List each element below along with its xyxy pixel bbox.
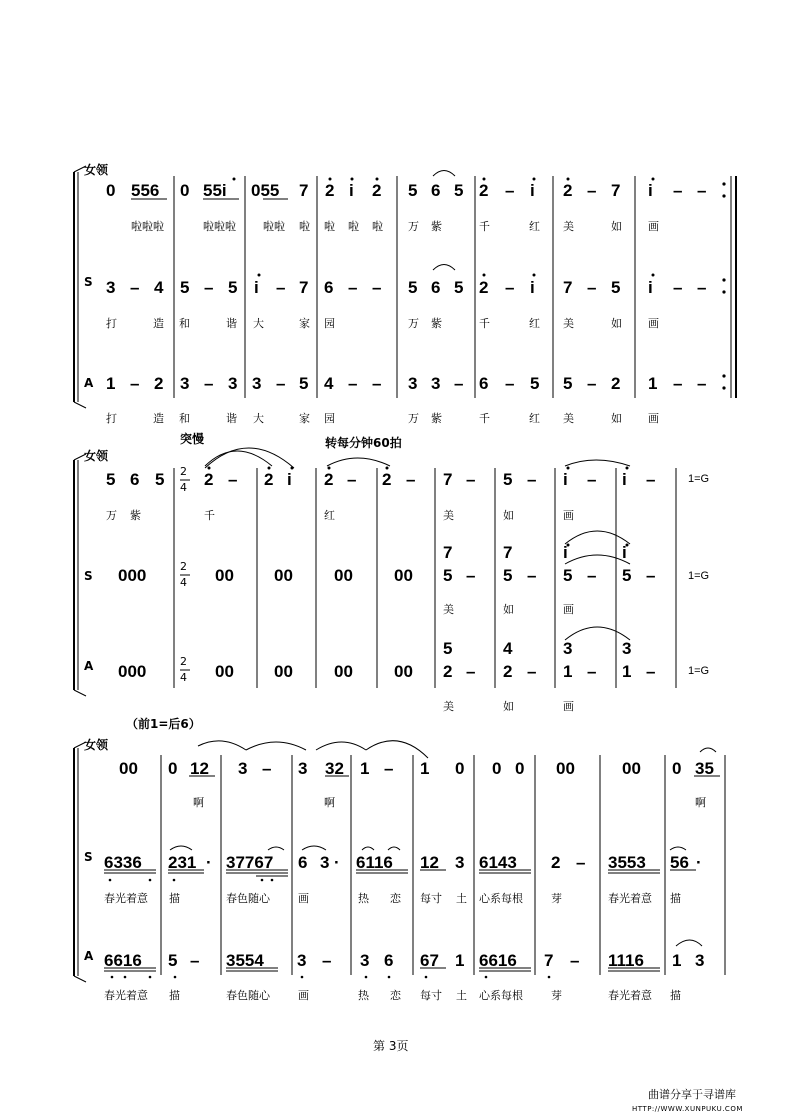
note: 00: [334, 662, 353, 681]
note: ·: [206, 853, 212, 872]
note: i: [648, 278, 653, 297]
lyric: 园: [324, 412, 335, 425]
note: 00: [556, 759, 575, 778]
lyric: 紫: [431, 317, 442, 330]
lyric: 美: [443, 700, 454, 713]
time-sig-top: 2: [180, 655, 187, 668]
note: 5: [228, 278, 238, 297]
lyric: 画: [298, 892, 309, 905]
note: 1: [360, 759, 370, 778]
lyric: 如: [503, 509, 514, 522]
lyric: 美: [563, 317, 574, 330]
lyric: 造: [153, 317, 164, 330]
lyric: 打: [106, 412, 117, 425]
note: –: [466, 662, 476, 681]
note: –: [372, 278, 382, 297]
lyric: 春色随心: [226, 989, 270, 1002]
time-sig-bottom: 4: [180, 481, 187, 494]
note: 00: [274, 662, 293, 681]
note: i: [254, 278, 259, 297]
lyric: 红: [529, 412, 540, 425]
note: 0: [106, 181, 116, 200]
lyric: 美: [443, 509, 454, 522]
note: –: [673, 278, 683, 297]
note: 6: [431, 278, 441, 297]
lyric: 红: [529, 317, 540, 330]
note: 00: [215, 662, 234, 681]
note: –: [505, 181, 515, 200]
note: 3: [408, 374, 418, 393]
note: 2: [325, 181, 335, 200]
note: –: [587, 662, 597, 681]
lyric: 芽: [551, 892, 562, 905]
note: –: [527, 566, 537, 585]
lyric: 如: [611, 317, 622, 330]
note: 5: [563, 566, 573, 585]
lyric: 紫: [431, 220, 442, 233]
note: 1: [563, 662, 573, 681]
note: –: [673, 374, 683, 393]
lyric: 美: [563, 220, 574, 233]
note: 5: [454, 181, 464, 200]
lyric: 春光着意: [608, 892, 652, 905]
note: 5: [454, 278, 464, 297]
note: –: [466, 566, 476, 585]
lyric: 造: [153, 412, 164, 425]
note: –: [697, 181, 707, 200]
note: 556: [131, 181, 160, 200]
note: 2: [264, 470, 274, 489]
note: i: [287, 470, 292, 489]
lyric: 千: [479, 317, 490, 330]
note: 6116: [356, 853, 393, 872]
note: 6143: [479, 853, 517, 872]
note: 3: [106, 278, 116, 297]
note: 5: [299, 374, 309, 393]
note: 2: [204, 470, 214, 489]
lyric: 春光着意: [104, 892, 148, 905]
note: 6336: [104, 853, 142, 872]
lyric: 和: [179, 317, 190, 330]
note: i: [622, 470, 627, 489]
note: –: [587, 374, 597, 393]
note: 6: [298, 853, 308, 872]
part-label: A: [84, 659, 94, 673]
note: 3: [622, 639, 632, 658]
note: –: [576, 853, 586, 872]
note: 1116: [608, 951, 644, 970]
note: 231: [168, 853, 197, 872]
lyric: 红: [529, 220, 540, 233]
note: 35: [695, 759, 714, 778]
note: i: [530, 181, 535, 200]
note: 4: [154, 278, 164, 297]
time-sig-top: 2: [180, 465, 187, 478]
note: 2: [324, 470, 334, 489]
lyric: 恋: [390, 892, 401, 905]
note: 6: [324, 278, 334, 297]
note: 2: [479, 181, 489, 200]
lyric: 家: [299, 317, 310, 330]
note: 0: [168, 759, 178, 778]
lyric: 春色随心: [226, 892, 270, 905]
note: 3: [320, 853, 330, 872]
note: 32: [325, 759, 344, 778]
lyric: 万: [408, 317, 419, 330]
lyric: 啦啦啦: [203, 220, 236, 233]
note: 7: [544, 951, 554, 970]
note: i: [530, 278, 535, 297]
lyric: 画: [563, 603, 574, 616]
lyric: 啦啦: [263, 220, 285, 233]
site-name: 曲谱分享于寻谱库: [648, 1088, 736, 1101]
lyric: 美: [563, 412, 574, 425]
note: 2: [443, 662, 453, 681]
note: 6: [384, 951, 394, 970]
note: –: [697, 278, 707, 297]
note: 3: [360, 951, 370, 970]
note: 5: [155, 470, 165, 489]
note: –: [527, 470, 537, 489]
note: –: [646, 470, 656, 489]
lyric: 热: [358, 892, 369, 905]
note: i: [563, 470, 568, 489]
note: 5: [503, 470, 513, 489]
note: 000: [118, 662, 147, 681]
note: –: [384, 759, 394, 778]
note: ·: [696, 853, 702, 872]
note: 5: [530, 374, 540, 393]
lyric: 土: [456, 989, 467, 1002]
note: 6616: [104, 951, 142, 970]
note: 5: [168, 951, 178, 970]
lyric: 画: [648, 220, 659, 233]
lyric: 啦: [348, 220, 359, 233]
note: 0: [492, 759, 502, 778]
part-label: S: [84, 569, 93, 583]
lyric: 紫: [130, 509, 141, 522]
lyric: 啊: [695, 796, 706, 809]
note: 12: [190, 759, 209, 778]
time-sig-top: 2: [180, 560, 187, 573]
note: 0: [455, 759, 465, 778]
note: 00: [394, 662, 413, 681]
part-label: 女领: [84, 738, 109, 752]
note: i: [648, 181, 653, 200]
note: –: [348, 278, 358, 297]
note: –: [130, 278, 140, 297]
page-number: 第 3页: [373, 1039, 409, 1053]
lyric: 春光着意: [608, 989, 652, 1002]
lyric: 画: [648, 317, 659, 330]
lyric: 万: [408, 220, 419, 233]
note: 3554: [226, 951, 264, 970]
note: 12: [420, 853, 439, 872]
note: 2: [154, 374, 164, 393]
note: 3: [228, 374, 238, 393]
lyric: 和: [179, 412, 190, 425]
lyric: 描: [670, 989, 681, 1002]
note: –: [130, 374, 140, 393]
lyric: 每寸: [420, 892, 442, 905]
note: 5: [180, 278, 190, 297]
lyric: 啊: [324, 796, 335, 809]
lyric: 啦啦啦: [131, 220, 164, 233]
lyric: 万: [408, 412, 419, 425]
note: 7: [611, 181, 621, 200]
note: –: [454, 374, 464, 393]
note: 7: [443, 470, 453, 489]
note: –: [204, 278, 214, 297]
note: 1: [672, 951, 682, 970]
lyric: 心系每根: [479, 892, 523, 905]
lyric: 每寸: [420, 989, 442, 1002]
note: 3: [297, 951, 307, 970]
note: 2: [372, 181, 382, 200]
lyric: 描: [670, 892, 681, 905]
note: –: [348, 374, 358, 393]
note: 00: [274, 566, 293, 585]
lyric: 描: [169, 989, 180, 1002]
note: 6: [431, 181, 441, 200]
note: 2: [611, 374, 621, 393]
note: 7: [563, 278, 573, 297]
note: 055: [251, 181, 280, 200]
note: 00: [119, 759, 138, 778]
note: –: [587, 278, 597, 297]
lyric: 春光着意: [104, 989, 148, 1002]
note: 3: [298, 759, 308, 778]
site-url[interactable]: HTTP://WWW.XUNPUKU.COM: [632, 1105, 743, 1113]
note: 5: [408, 278, 418, 297]
note: 2: [551, 853, 561, 872]
note: –: [673, 181, 683, 200]
note: 7: [503, 543, 513, 562]
note: 2: [382, 470, 392, 489]
note: 5: [106, 470, 116, 489]
part-label: 女领: [84, 163, 109, 177]
lyric: 如: [611, 220, 622, 233]
lyric: 恋: [390, 989, 401, 1002]
note: 5: [503, 566, 513, 585]
lyric: 如: [611, 412, 622, 425]
time-sig-bottom: 4: [180, 576, 187, 589]
note: 55i: [203, 181, 227, 200]
note: 0: [672, 759, 682, 778]
note: 2: [503, 662, 513, 681]
note: 3: [252, 374, 262, 393]
note: –: [228, 470, 238, 489]
note: –: [466, 470, 476, 489]
note: –: [587, 181, 597, 200]
note: 3: [238, 759, 248, 778]
note: 6616: [479, 951, 517, 970]
part-label: 女领: [84, 449, 109, 463]
note: –: [347, 470, 357, 489]
lyric: 如: [503, 603, 514, 616]
lyric: 画: [563, 509, 574, 522]
note: 1: [622, 662, 632, 681]
note: –: [527, 662, 537, 681]
note: –: [587, 566, 597, 585]
note: –: [587, 470, 597, 489]
time-sig-bottom: 4: [180, 671, 187, 684]
note: 00: [394, 566, 413, 585]
key-signature: 1=G: [688, 570, 710, 582]
note: 6: [130, 470, 140, 489]
note: –: [505, 278, 515, 297]
note: –: [276, 374, 286, 393]
note: –: [406, 470, 416, 489]
lyric: 千: [479, 412, 490, 425]
note: 7: [299, 278, 309, 297]
lyric: 千: [479, 220, 490, 233]
tempo-annotation: 转每分钟60拍: [325, 436, 402, 450]
lyric: 谐: [226, 317, 237, 330]
key-change-annotation: （前1=后6）: [126, 717, 201, 731]
note: –: [646, 566, 656, 585]
lyric: 画: [563, 700, 574, 713]
lyric: 万: [106, 509, 117, 522]
lyric: 谐: [226, 412, 237, 425]
note: –: [646, 662, 656, 681]
key-signature: 1=G: [688, 665, 710, 677]
note: 7: [299, 181, 309, 200]
note: i: [622, 543, 627, 562]
note: –: [322, 951, 332, 970]
note: 5: [408, 181, 418, 200]
lyric: 啊: [193, 796, 204, 809]
note: –: [372, 374, 382, 393]
note: i: [563, 543, 568, 562]
note: 0: [515, 759, 525, 778]
lyric: 家: [299, 412, 310, 425]
note: 1: [106, 374, 116, 393]
lyric: 千: [204, 509, 215, 522]
part-label: S: [84, 275, 93, 289]
lyric: 园: [324, 317, 335, 330]
note: –: [505, 374, 515, 393]
note: 3: [563, 639, 573, 658]
note: 00: [215, 566, 234, 585]
note: 5: [611, 278, 621, 297]
lyric: 芽: [551, 989, 562, 1002]
lyric: 心系每根: [479, 989, 523, 1002]
lyric: 啦: [299, 220, 310, 233]
lyric: 土: [456, 892, 467, 905]
lyric: 打: [106, 317, 117, 330]
lyric: 大: [253, 317, 264, 330]
note: 3: [455, 853, 465, 872]
note: 0: [180, 181, 190, 200]
note: 2: [479, 278, 489, 297]
lyric: 红: [324, 509, 335, 522]
note: 00: [622, 759, 641, 778]
part-label: S: [84, 850, 93, 864]
lyric: 热: [358, 989, 369, 1002]
lyric: 描: [169, 892, 180, 905]
note: 000: [118, 566, 147, 585]
lyric: 啦: [372, 220, 383, 233]
note: –: [697, 374, 707, 393]
note: 5: [563, 374, 573, 393]
lyric: 紫: [431, 412, 442, 425]
note: 2: [563, 181, 573, 200]
lyric: 啦: [324, 220, 335, 233]
note: 67: [420, 951, 439, 970]
note: 3553: [608, 853, 646, 872]
note: –: [276, 278, 286, 297]
part-label: A: [84, 376, 94, 390]
note: 3: [431, 374, 441, 393]
note: 4: [503, 639, 513, 658]
note: 1: [455, 951, 465, 970]
note: 6: [479, 374, 489, 393]
lyric: 美: [443, 603, 454, 616]
note: –: [262, 759, 272, 778]
part-label: A: [84, 949, 94, 963]
tempo-annotation: 突慢: [180, 432, 205, 446]
note: 1: [648, 374, 658, 393]
lyric: 画: [648, 412, 659, 425]
note: 37767: [226, 853, 274, 872]
key-signature: 1=G: [688, 473, 710, 485]
note: i: [349, 181, 354, 200]
note: 3: [180, 374, 190, 393]
note: 5: [622, 566, 632, 585]
note: 56: [670, 853, 689, 872]
note: 4: [324, 374, 334, 393]
note: 5: [443, 566, 453, 585]
note: 7: [443, 543, 453, 562]
lyric: 大: [253, 412, 264, 425]
note: 3: [695, 951, 705, 970]
note: 00: [334, 566, 353, 585]
note: 1: [420, 759, 430, 778]
note: 5: [443, 639, 453, 658]
note: ·: [334, 853, 340, 872]
note: –: [570, 951, 580, 970]
lyric: 画: [298, 989, 309, 1002]
note: –: [204, 374, 214, 393]
note: –: [190, 951, 200, 970]
lyric: 如: [503, 700, 514, 713]
